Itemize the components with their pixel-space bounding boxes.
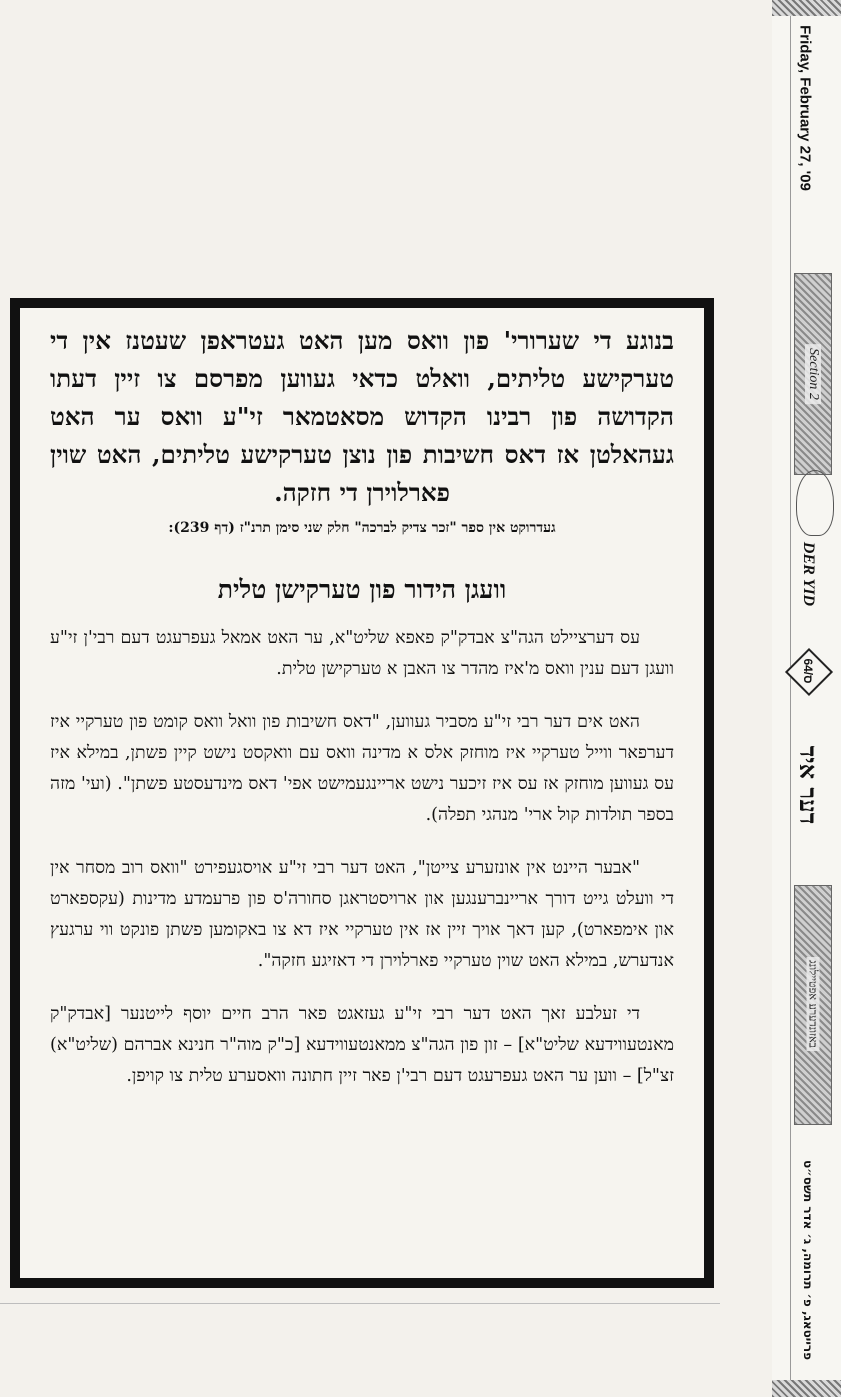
paper-logo: דער איד [794, 745, 823, 825]
margin-rule [790, 0, 791, 1397]
hebrew-date: פרייטאג, פ׳ תרומה, ג׳ אדר תשס״ט [801, 1160, 815, 1360]
article-body [50, 322, 674, 1114]
article-paragraph: די זעלבע זאך האט דער רבי זי"ע געזאגט פאר הרב חיים יוסף לייטנער [אבדק"ק מאנטעווידעא שליט"א] – זון פון הגה"צ ממאנטעווידעא [כ"ק מוה"ר חנינא אברהם (שליט"א) זצ"ל] – ווען ער האט געפרעגט דעם רבי'ן פאר זיין חתונה וואסערע טלית צו קויפן. [50, 1004, 674, 1086]
article-source: געדרוקט אין ספר "זכר צדיק לברכה" חלק שני סימן תרנ"ז (דף 239): [168, 520, 556, 536]
ornament-swirl-icon [796, 470, 834, 536]
section-band [794, 273, 832, 475]
section-band-lower [794, 885, 832, 1125]
article-frame [10, 298, 714, 1288]
bottom-hatch-band [772, 1380, 841, 1397]
newspaper-margin-strip [772, 0, 841, 1397]
section-band-lower-label: באזונדערע אפטיילונג [807, 957, 820, 1051]
article-lead: בנוגע די שערורי' פון וואס מען האט געטראפן שעטנז אין די טערקישע טליתים, וואלט כדאי געווען מפרסם צו זיין דעתו הקדושה פון רבינו הקדוש מסאטמאר זי"ע וואס ער האט געהאלטן אז דאס חשיבות פון נוצן טערקישע טליתים, האט שוין פארלוירן די חזקה. [50, 326, 674, 507]
article-paragraph: האט אים דער רבי זי"ע מסביר געווען, "דאס חשיבות פון וואל וואס קומט פון טערקיי איז דערפאר ווייל טערקיי איז מוחזק אלס א מדינה וואס עם וואקסט נישט קיין פשתן, במילא איז עס געווען מוחזק אז עס איז זיכער נישט אריינגעמישט אפי' דאס מינדעסטע פשתן". (ועי' מזה בספר תולדות קול ארי' מנהגי תפלה). [50, 712, 674, 825]
article-paragraph: "אבער היינט אין אונזערע צייטן", האט דער רבי זי"ע אויסגעפירט "וואס רוב מסחר אין די וועלט גייט דורך אריינברענגען און ארויסטראגן סחורה'ס פון פרעמדע מדינות (עקספארט און אימפארט), קען דאך אויך זיין אז אין טערקיי איז דא צו באקומען פשתן פונקט ווי ערגעץ אנדערש, במילא האט שוין טערקיי פארלוירן די דאזיגע חזקה". [50, 858, 674, 971]
section-label: Section 2 [805, 344, 821, 404]
issue-date: Friday, February 27, '09 [796, 25, 814, 191]
paper-name: DER YID [800, 541, 817, 607]
article-heading: וועגן הידור פון טערקישן טלית [217, 575, 507, 604]
article-paragraph: עס דערציילט הגה"צ אבדק"ק פאפא שליט"א, ער האט אמאל געפרעגט דעם רבי'ן זי"ע וועגן דעם ענין וואס מ'איז מהדר צו האבן א טערקישן טלית. [50, 628, 674, 679]
page-number: 64/ס [801, 658, 815, 684]
top-hatch-band [772, 0, 841, 16]
page-bottom-rule [0, 1303, 720, 1304]
